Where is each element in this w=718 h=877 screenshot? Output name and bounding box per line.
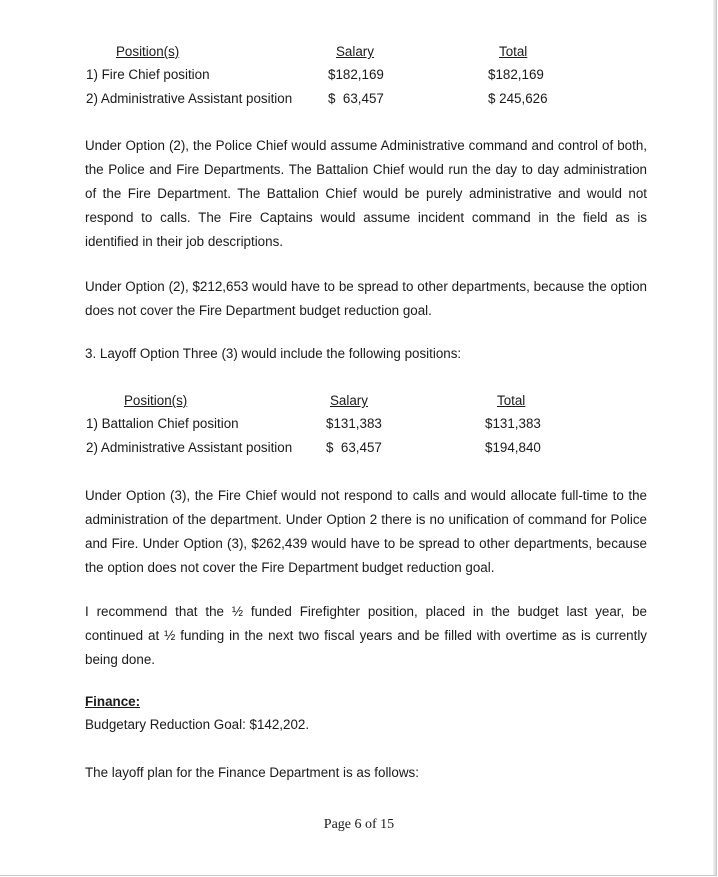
table2-row2-position: 2) Administrative Assistant position (86, 440, 293, 455)
table1-row2-total: $ 245,626 (488, 91, 548, 106)
paragraph-option2-command: Under Option (2), the Police Chief would assume Administrative command and control of both, the Police and Fire Departments. The Battalion Chief would run the day to day administration of the Fire Department. The Battalion Chief would be purely administrative and would not respond to calls. The Fire Captains would assume incident command in the field as is identified in their job descriptions. (85, 138, 647, 249)
table2-row1-salary: $131,383 (326, 416, 382, 431)
table2-row1-total: $131,383 (485, 416, 541, 431)
table1-row1-salary: $182,169 (328, 67, 384, 82)
table2-row2-total: $194,840 (485, 440, 541, 455)
table1-header-total: Total (499, 44, 528, 59)
paragraph-option2-spread: Under Option (2), $212,653 would have to be spread to other departments, because the option does not cover the Fire Department budget reduction goal. (85, 279, 647, 318)
table2-header-total: Total (497, 393, 526, 408)
finance-budget-goal: Budgetary Reduction Goal: $142,202. (85, 717, 310, 732)
finance-layoff-intro: The layoff plan for the Finance Department is as follows: (85, 765, 419, 780)
table2-row2-salary: $ 63,457 (326, 440, 382, 455)
paragraph-layoff-option3: 3. Layoff Option Three (3) would include the following positions: (85, 346, 462, 361)
table2-row1-position: 1) Battalion Chief position (86, 416, 239, 431)
finance-heading: Finance: (85, 694, 141, 709)
table1-row1-total: $182,169 (488, 67, 544, 82)
table1-row1-position: 1) Fire Chief position (86, 67, 210, 82)
paragraph-option3-details: Under Option (3), the Fire Chief would not respond to calls and would allocate full-time to the administration of the department. Under Option 2 there is no unification of command for Police and Fire. Under Option (3), $262,439 would have to be spread to other departments, because the option does not cover the Fire Department budget reduction goal. (85, 488, 647, 575)
table1-header-salary: Salary (336, 44, 374, 59)
table2-header-salary: Salary (330, 393, 368, 408)
table2-header-position: Position(s) (124, 393, 188, 408)
table1-header-position: Position(s) (116, 44, 180, 59)
paragraph-firefighter-recommendation: I recommend that the ½ funded Firefighter position, placed in the budget last year, be continued at ½ funding in the next two fiscal years and be filled with overtime as is currently being done. (85, 604, 647, 667)
scan-edge (713, 0, 716, 875)
page-number: Page 6 of 15 (323, 817, 395, 832)
table1-row2-position: 2) Administrative Assistant position (86, 91, 293, 106)
table1-row2-salary: $ 63,457 (328, 91, 384, 106)
